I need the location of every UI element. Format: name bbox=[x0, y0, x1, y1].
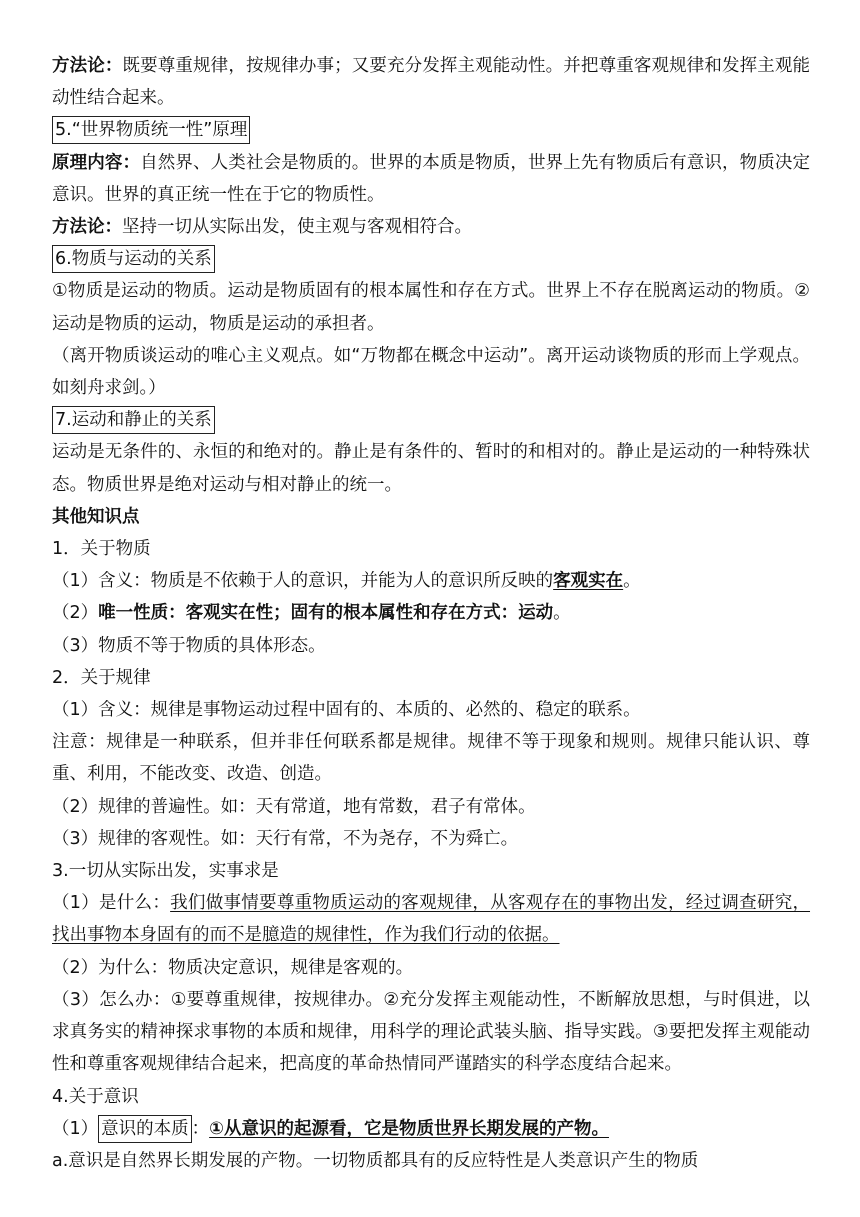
k2-item-3: （3）规律的客观性。如：天行有常，不为尧存，不为舜亡。 bbox=[52, 828, 519, 849]
k3-item-1 bbox=[52, 887, 810, 951]
section-6-heading: 6.物质与运动的关系 bbox=[52, 245, 215, 273]
methodology-text: 既要尊重规律，按规律办事；又要充分发挥主观能动性。并把尊重客观规律和发挥主观能动性结合起来。 bbox=[52, 56, 811, 109]
k2-item-1: （1）含义：规律是事物运动过程中固有的、本质的、必然的、稳定的联系。 bbox=[52, 700, 641, 721]
k1-title: 1．关于物质 bbox=[52, 539, 151, 560]
section-7-heading: 7.运动和静止的关系 bbox=[52, 406, 215, 434]
principle-content-label: 原理内容： bbox=[52, 152, 141, 173]
k4-title: 4.关于意识 bbox=[52, 1086, 139, 1107]
section-6-paragraph-1: ①物质是运动的物质。运动是物质固有的根本属性和存在方式。世界上不存在脱离运动的物质。②运动是物质的运动，物质是运动的承担者。 bbox=[52, 281, 810, 334]
section-7-paragraph-1: 运动是无条件的、永恒的和绝对的。静止是有条件的、暂时的和相对的。静止是运动的一种特殊状态。物质世界是绝对运动与相对静止的统一。 bbox=[52, 442, 810, 495]
section-5-method-text: 坚持一切从实际出发，使主观与客观相符合。 bbox=[122, 217, 472, 238]
methodology-paragraph bbox=[52, 50, 810, 114]
k2-title: 2．关于规律 bbox=[52, 667, 151, 688]
k4-item-1-colon: ： bbox=[191, 1118, 210, 1139]
section-7-heading-line bbox=[52, 404, 810, 436]
section-6-heading-line bbox=[52, 243, 810, 275]
k1-item-1-key: 客观实在 bbox=[553, 571, 624, 592]
section-5-method bbox=[52, 211, 810, 243]
k1-item-3: （3）物质不等于物质的具体形态。 bbox=[52, 635, 326, 656]
k4-item-1-prefix: （1） bbox=[52, 1118, 99, 1139]
section-5-heading-line bbox=[52, 114, 810, 146]
k1-item-1-end: 。 bbox=[623, 571, 641, 592]
section-5-method-label: 方法论： bbox=[52, 217, 122, 238]
k3-item-1-underlined: 我们做事情要尊重物质运动的客观规律，从客观存在的事物出发，经过调查研究，找出事物本身固有的而不是臆造的规律性，作为我们行动的依据。 bbox=[52, 893, 811, 946]
k1-item-1 bbox=[52, 565, 810, 597]
k2-note: 注意：规律是一种联系，但并非任何联系都是规律。规律不等于现象和规则。规律只能认识、尊重、利用，不能改变、改造、创造。 bbox=[52, 732, 810, 785]
section-5-heading: 5.“世界物质统一性”原理 bbox=[52, 116, 250, 144]
methodology-label: 方法论： bbox=[52, 56, 123, 76]
k4-item-1 bbox=[52, 1113, 810, 1145]
k1-item-2 bbox=[52, 597, 810, 629]
k1-item-1-text: （1）含义：物质是不依赖于人的意识，并能为人的意识所反映的 bbox=[52, 571, 554, 592]
k2-item-2: （2）规律的普遍性。如：天有常道，地有常数，君子有常体。 bbox=[52, 796, 536, 817]
section-5-content bbox=[52, 147, 810, 211]
k1-item-2-bold: 唯一性质：客观实在性；固有的根本属性和存在方式：运动 bbox=[98, 603, 554, 624]
other-knowledge-heading: 其他知识点 bbox=[52, 506, 140, 527]
principle-content-text: 自然界、人类社会是物质的。世界的本质是物质，世界上先有物质后有意识，物质决定意识。世界的真正统一性在于它的物质性。 bbox=[52, 152, 810, 205]
consciousness-essence-box: 意识的本质 bbox=[98, 1115, 192, 1143]
k3-item-3: （3）怎么办：①要尊重规律，按规律办。②充分发挥主观能动性，不断解放思想，与时俱进，以求真务实的精神探求事物的本质和规律，用科学的理论武装头脑、指导实践。③要把发挥主观能动性和尊重客观规律结合起来，把高度的革命热情同严谨踏实的科学态度结合起来。 bbox=[52, 989, 810, 1075]
k3-title: 3.一切从实际出发，实事求是 bbox=[52, 861, 279, 882]
k1-item-2-end: 。 bbox=[553, 603, 571, 624]
k3-item-1-prefix: （1）是什么： bbox=[52, 893, 171, 914]
k4-item-a: a.意识是自然界长期发展的产物。一切物质都具有的反应特性是人类意识产生的物质 bbox=[52, 1150, 699, 1171]
k3-item-2: （2）为什么：物质决定意识，规律是客观的。 bbox=[52, 957, 414, 978]
k4-item-1-bold: ①从意识的起源看，它是物质世界长期发展的产物。 bbox=[209, 1118, 609, 1139]
section-6-paragraph-2: （离开物质谈运动的唯心主义观点。如“万物都在概念中运动”。离开运动谈物质的形而上学观点。如刻舟求剑。） bbox=[52, 345, 810, 399]
k1-item-2-prefix: （2） bbox=[52, 603, 99, 624]
